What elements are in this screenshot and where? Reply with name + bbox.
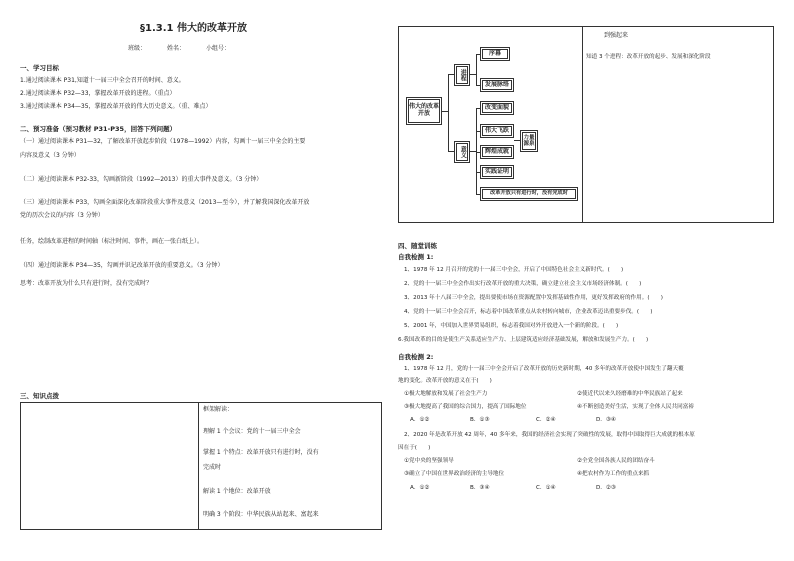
test-1-title: 自我检测 1: [398, 253, 434, 261]
connector-line [448, 74, 449, 151]
knowledge-table-divider [198, 402, 199, 530]
preview-q1: （一）通过阅读课本 P31—32，了解改革开放起步阶段（1978—1992）内容，勾画十一届三中全会的主要 [20, 138, 306, 145]
q2-option: ③确立了中国在世界政治经济的主导地位 [404, 471, 505, 477]
section-2-heading: 二、预习准备（预习教材 P31-P35，回答下列问题） [20, 125, 177, 133]
q1-answer[interactable]: B．①③ [470, 417, 490, 423]
frame-line: 明确 3 个阶段：中华民族从站起来、富起来 [203, 511, 319, 518]
test-1-item: 3、2013 年十八届三中全会，提出要使市场在资源配置中发挥基础性作用，更好发挥政府的作用。( ) [404, 295, 663, 301]
test-2-q1-cont: 地的变化。改革开放的意义在于( ) [398, 378, 492, 384]
page-title: §1.3.1 伟大的改革开放 [140, 23, 247, 34]
preview-q3-cont: 党的历次会议的内容（3 分钟） [20, 212, 104, 219]
frame-line: 理解 1 个会议：党的十一届三中全会 [203, 428, 301, 435]
frame-line: 完成时 [203, 464, 222, 471]
connector-line [476, 108, 477, 194]
q2-answer[interactable]: A．①② [410, 485, 430, 491]
q1-answer[interactable]: C．②④ [536, 417, 556, 423]
q2-answer[interactable]: D．②③ [596, 485, 616, 491]
preview-q4: （四）通过阅读课本 P34—35，勾画并识记改革开放的重要意义。（3 分钟） [20, 262, 224, 269]
q1-option: ①极大地解放和发展了社会生产力 [404, 391, 488, 397]
test-2-q2-cont: 因在于( ) [398, 445, 431, 451]
connector-line [476, 54, 477, 85]
preview-q3: （三）通过阅读课本 P33，勾画全面深化改革阶段重大事件及意义（2013—至今），并了解我国深化改革开放 [20, 199, 310, 206]
q2-option: ④把农村作为工作的重点来抓 [577, 471, 650, 477]
test-1-item: 2、党的十一届三中全会作出实行改革开放的重大决策，确立建立社会主义市场经济体制。( ) [404, 281, 642, 287]
preview-q1-cont: 内容及意义（3 分钟） [20, 152, 80, 159]
q1-answer[interactable]: A．①② [410, 417, 430, 423]
diagram-source: 力量源泉 [520, 130, 538, 152]
goal-item: 2.通过阅读课本 P32—33，掌握改革开放的进程。（重点） [20, 90, 176, 97]
class-line: 班级： 姓名： 小组号： [128, 45, 231, 52]
q1-option: ②使近代以来久经磨难的中华民族站了起来 [577, 391, 683, 397]
diagram-right-top: 到强起来 [604, 32, 629, 39]
think-question: 思考：改革开放为什么只有进行时，没有完成时？ [20, 280, 153, 287]
q2-option: ②全党全国各族人民的团结奋斗 [577, 458, 655, 464]
diagram-ongoing: 改革开放只有进行时，没有完成时 [480, 187, 578, 201]
q2-answer[interactable]: B．③④ [470, 485, 490, 491]
test-1-item: 5、2001 年，中国加入世界贸易组织，标志着我国对外开放进入一个新的阶段。( ) [404, 323, 619, 329]
diagram-prelude: 序幕 [480, 47, 510, 61]
diagram-leap: 伟大飞跃 [480, 124, 514, 138]
preview-task: 任务，绘制改革进程的时间轴（标注时间、事件，画在一张白纸上）。 [20, 238, 204, 245]
q2-answer[interactable]: C．①④ [536, 485, 556, 491]
section-3-heading: 三、知识点拨 [20, 392, 59, 400]
q2-option: ①党中央的坚强领导 [404, 458, 454, 464]
goal-item: 1.通过阅读课本 P31,知道十一届三中全会召开的时间、意义。 [20, 77, 185, 84]
diagram-proof: 实践证明 [480, 165, 514, 179]
frame-line: 解读 1 个地位：改革开放 [203, 488, 271, 495]
q1-answer[interactable]: D．③④ [596, 417, 616, 423]
frame-line: 掌握 1 个特点：改革开放只有进行时，没有 [203, 449, 319, 456]
test-1-item: 1、1978 年 12 月召开的党的十一届三中全会，开启了中国特色社会主义新时代。( ) [404, 267, 624, 273]
goal-item: 3.通过阅读课本 P34—35，掌握改革开放的伟大历史意义。（重、难点） [20, 103, 212, 110]
knowledge-table [20, 402, 382, 530]
test-2-title: 自我检测 2: [398, 353, 434, 361]
diagram-achievement: 辉煌成就 [480, 145, 514, 159]
diagram-right-label: 知道 3 个进程：改革开放的起步、发展和深化阶段 [586, 54, 711, 60]
test-2-q2: 2、2020 年是改革开放 42 周年，40 多年来，我国的经济社会实现了突破性的发展，取得中国取得巨大成就的根本原 [404, 432, 695, 438]
section-4-heading: 四、随堂训练 [398, 242, 437, 250]
diagram-divider [582, 26, 583, 223]
section-1-heading: 一、学习目标 [20, 64, 59, 72]
q1-option: ③极大地提高了我国的综合国力，提高了国际地位 [404, 404, 527, 410]
preview-q2: （二）通过阅读课本 P32-33，勾画新阶段（1992—2013）的重大事件及意义。（3 分钟） [20, 176, 263, 183]
q1-option: ④不断创造美好生活，实现了全体人民共同富裕 [577, 404, 694, 410]
test-1-item: 4、党的十一届三中全会召开，标志着中国改革重点从农村转向城市，企业改革迈出重要步伐。( ) [404, 309, 653, 315]
diagram-meaning: 意义 [454, 141, 470, 163]
diagram-change: 改变面貌 [480, 101, 514, 115]
diagram-root: 伟大的改革开放 [406, 97, 442, 125]
frame-title: 框架解读： [203, 406, 234, 413]
diagram-development: 发展脉络 [480, 78, 514, 92]
test-2-q1: 1、1978 年 12 月，党的十一届三中全会开启了改革开放的历史新时期，40 多年的改革开放使中国发生了翻天覆 [404, 366, 684, 372]
diagram-process: 进程 [454, 64, 470, 86]
test-1-item: 6.我国改革的目的是使生产关系适应生产力、上层建筑适应经济基础发展，解放和发展生产力。( ) [398, 337, 649, 343]
